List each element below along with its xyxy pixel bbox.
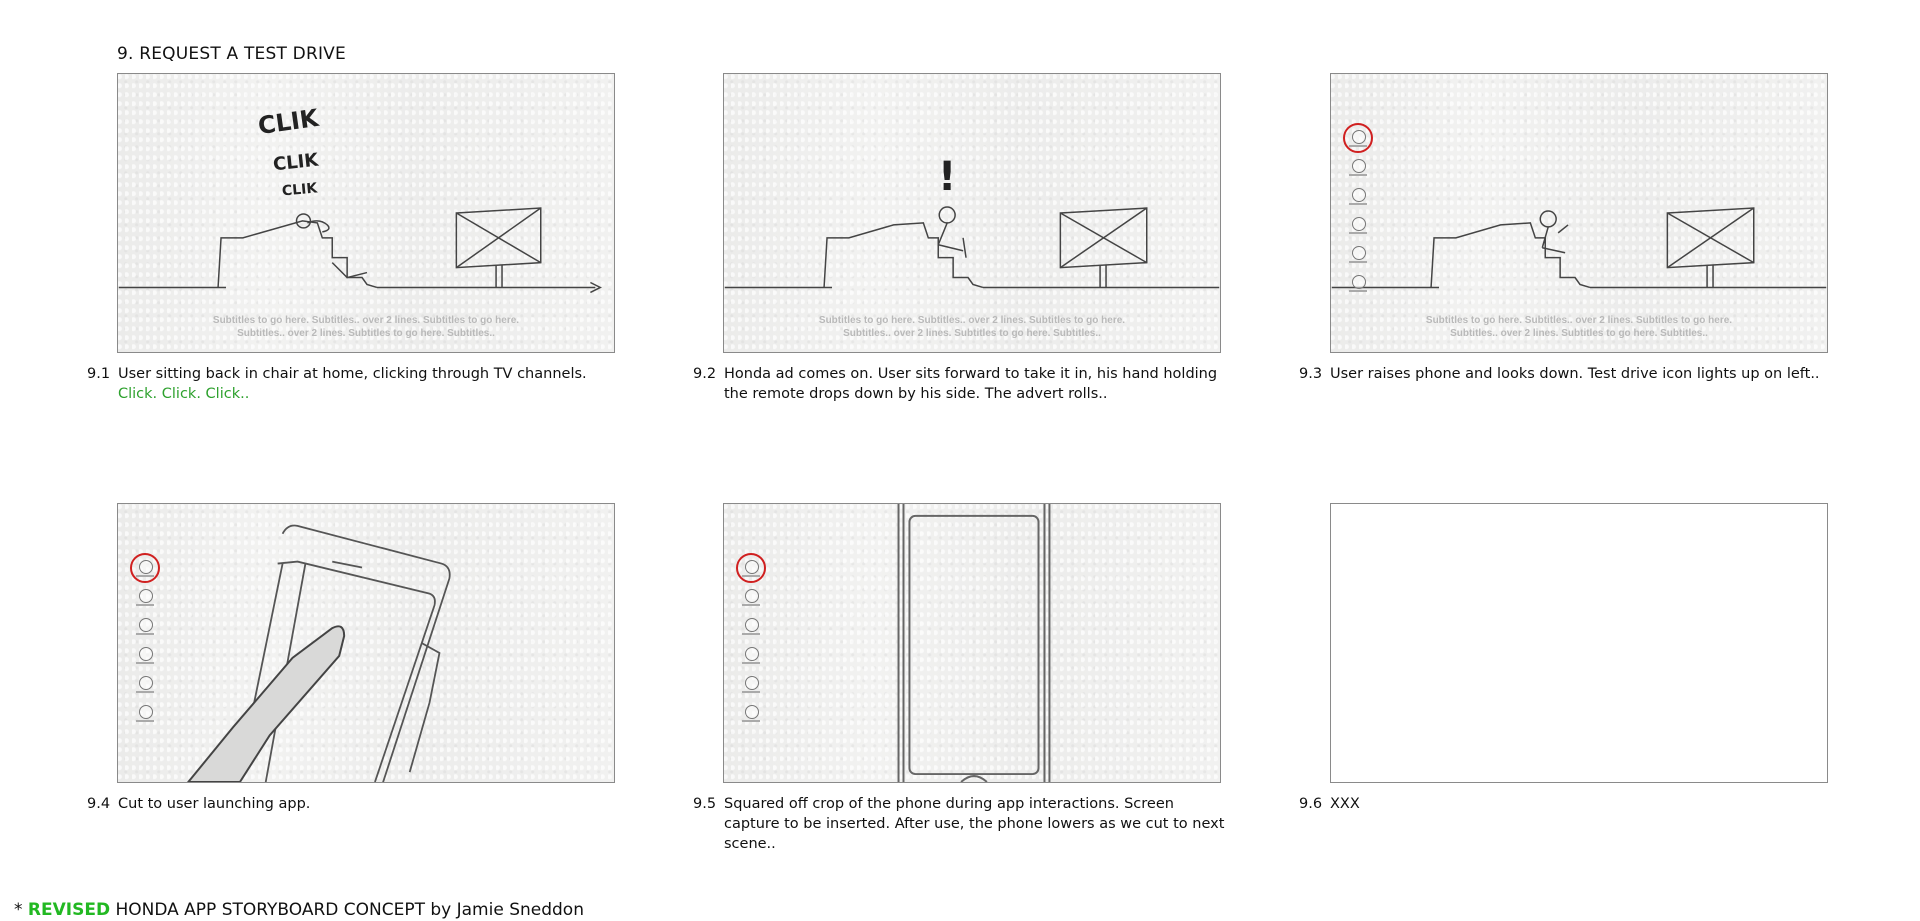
- menu-icon: [741, 676, 761, 705]
- menu-icon: [135, 676, 155, 705]
- menu-icon: [1348, 275, 1368, 304]
- panel-number: 9.1: [87, 366, 111, 382]
- footer-prefix: *: [14, 900, 28, 920]
- caption-9-1: [87, 364, 617, 404]
- test-drive-icon: [741, 560, 761, 589]
- storyboard-frame-9-4: [117, 503, 615, 783]
- menu-icon: [741, 589, 761, 618]
- panel-number: 9.4: [87, 796, 111, 812]
- sketch-hand-on-phone: [118, 504, 614, 782]
- menu-icon: [1348, 246, 1368, 275]
- menu-icon: [1348, 188, 1368, 217]
- menu-icon: [741, 618, 761, 647]
- caption-9-6: [1299, 794, 1859, 814]
- caption-9-5: [693, 794, 1233, 854]
- panel-number: 9.6: [1299, 796, 1323, 812]
- footer-credit: [14, 900, 584, 920]
- panel-highlight: Click. Click. Click..: [118, 386, 250, 402]
- panel-number: 9.3: [1299, 366, 1323, 382]
- storyboard-frame-9-2: [723, 73, 1221, 353]
- revised-label: REVISED: [27, 900, 111, 920]
- menu-icon: [1348, 159, 1368, 188]
- menu-icon: [741, 705, 761, 734]
- sound-effect-clik-1: CLIK: [256, 103, 321, 141]
- sound-effect-clik-3: CLIK: [281, 180, 318, 200]
- subtitle-text: Subtitles to go here. Subtitles.. over 2 lines. Subtitles to go here. Subtitles.. over 2 lines. Subtitles to go here. Subtitles..: [818, 315, 1126, 339]
- menu-icon: [135, 618, 155, 647]
- menu-icon: [135, 647, 155, 676]
- sketch-phone-crop: [724, 504, 1220, 782]
- caption-9-4: [87, 794, 617, 814]
- subtitle-text: Subtitles to go here. Subtitles.. over 2 lines. Subtitles to go here. Subtitles.. over 2 lines. Subtitles to go here. Subtitles..: [1425, 315, 1733, 339]
- storyboard-frame-9-3: [1330, 73, 1828, 353]
- sketch-living-room: [118, 74, 614, 352]
- subtitle-text: Subtitles to go here. Subtitles.. over 2 lines. Subtitles to go here. Subtitles.. over 2 lines. Subtitles to go here. Subtitles..: [212, 315, 520, 339]
- test-drive-icon: [1348, 130, 1368, 159]
- panel-description: User sitting back in chair at home, clicking through TV channels.: [118, 366, 587, 382]
- menu-icon: [135, 705, 155, 734]
- panel-description: Squared off crop of the phone during app interactions. Screen capture to be inserted. After use, the phone lowers as we cut to next scene..: [724, 796, 1225, 852]
- storyboard-frame-9-1: [117, 73, 615, 353]
- storyboard-frame-9-6: [1330, 503, 1828, 783]
- menu-icon: [135, 589, 155, 618]
- test-drive-icon: [135, 560, 155, 589]
- app-side-menu: [1348, 130, 1368, 304]
- menu-icon: [1348, 217, 1368, 246]
- app-side-menu: [741, 560, 761, 734]
- exclamation-mark: !: [938, 154, 957, 200]
- sketch-ad-reaction: [724, 74, 1220, 352]
- panel-description: User raises phone and looks down. Test drive icon lights up on left..: [1330, 366, 1820, 382]
- panel-description: Honda ad comes on. User sits forward to take it in, his hand holding the remote drops down by his side. The advert rolls..: [724, 366, 1218, 402]
- menu-icon: [741, 647, 761, 676]
- panel-description: XXX: [1330, 796, 1360, 812]
- panel-number: 9.5: [693, 796, 717, 812]
- panel-description: Cut to user launching app.: [118, 796, 311, 812]
- page-title: 9. REQUEST A TEST DRIVE: [117, 44, 346, 64]
- caption-9-2: [693, 364, 1233, 404]
- sketch-phone-raise: [1331, 74, 1827, 352]
- sound-effect-clik-2: CLIK: [272, 149, 320, 176]
- storyboard-frame-9-5: [723, 503, 1221, 783]
- footer-text: HONDA APP STORYBOARD CONCEPT by Jamie Sneddon: [110, 900, 584, 920]
- app-side-menu: [135, 560, 155, 734]
- panel-number: 9.2: [693, 366, 717, 382]
- caption-9-3: [1299, 364, 1859, 384]
